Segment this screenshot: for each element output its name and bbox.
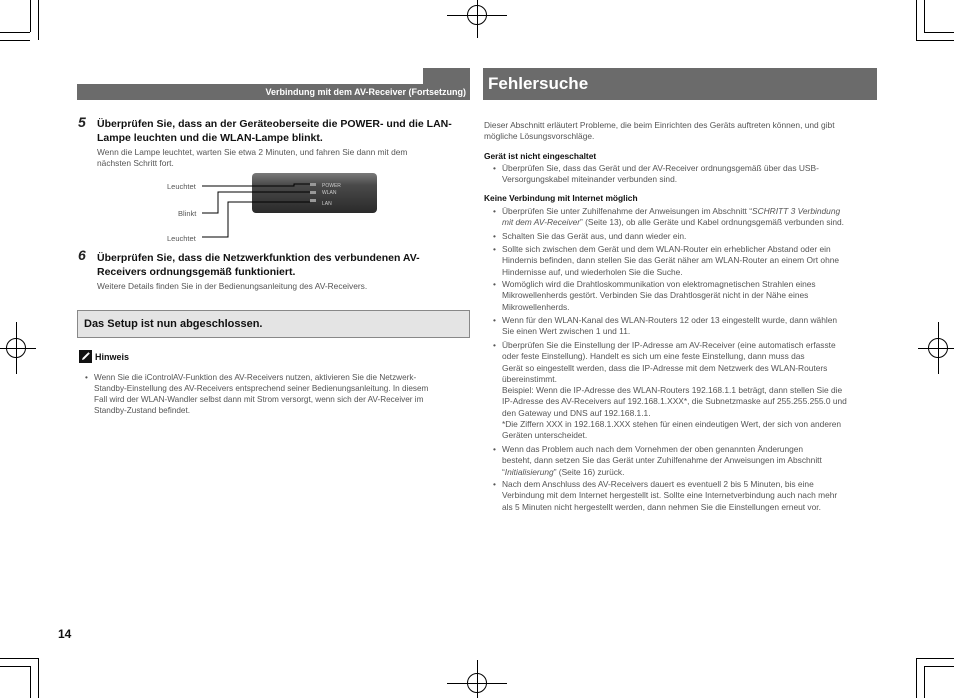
setup-complete-box: Das Setup ist nun abgeschlossen. [77,310,470,338]
list-item: • Womöglich wird die Drahtloskommunikation von elektromagnetischen Strahlen eines Mikrowellenherds gestört. Verbinden Sie das Drahtlosgerät nicht in der Nähe eines Mikrowellenherds. [493,279,816,312]
step-title: Überprüfen Sie, dass die Netzwerkfunktion des verbundenen AV- Receivers ordnungsgemäß funktioniert. [97,252,420,278]
lamp-label: Blinkt [178,209,197,218]
step-title: Überprüfen Sie, dass an der Geräteoberseite die POWER- und die LAN- Lampe leuchten und die WLAN-Lampe blinkt. [97,118,452,144]
step-number: 5 [78,114,86,130]
note-title: Hinweis [95,352,130,362]
lamp-power-label: POWER [322,183,341,189]
header-tab [423,68,470,84]
list-item: • Schalten Sie das Gerät aus, und dann wieder ein. [493,231,687,241]
list-item: • Sollte sich zwischen dem Gerät und dem WLAN-Router ein erheblicher Abstand oder ein Hindernis befinden, dann stellen Sie das Gerät näher am WLAN-Router an einem Ort ohne Hindernisse auf, und wiederholen Sie die Suche. [493,244,840,277]
note-bullet-dot: • [85,373,88,382]
step-description: Wenn die Lampe leuchtet, warten Sie etwa 2 Minuten, und fahren Sie dann mit dem nächsten Schritt fort. [97,147,408,168]
list-item: • Überprüfen Sie die Einstellung der IP-Adresse am AV-Receiver (eine automatisch erfasste oder feste Einstellung). Handelt es sich um eine feste Einstellung, dann muss das Gerät so eingestellt werden, dass die IP-Adresse mit dem Netzwerk des WLAN-Routers übereinstimmt. Beispiel: Wenn die IP-Adresse des WLAN-Routers 192.168.1.1 beträgt, dann stellen Sie die IP-Adresse des AV-Receivers auf 192.168.1.XXX*, die Subnetzmaske auf 255.255.255.0 und den Gateway und DNS auf 192.168.1.1. *Die Ziffern XXX in 192.168.1.XXX stehen für einen eindeutigen Wert, der sich von anderen Geräten unterscheidet. [493,340,847,441]
section-heading: Gerät ist nicht eingeschaltet [484,151,597,161]
lamp-label: Leuchtet [167,182,196,191]
list-item: • Wenn das Problem auch nach dem Vornehmen der oben genannten Änderungen besteht, dann setzen Sie das Gerät unter Zuhilfenahme der Anweisungen im Abschnitt “Initialisierung” (Seite 16) zurück. [493,444,822,477]
list-item: • Nach dem Anschluss des AV-Receivers dauert es eventuell 2 bis 5 Minuten, bis eine Verbindung mit dem Internet hergestellt ist. Sollte eine Internetverbindung auch nach mehr als 5 Minuten nicht hergestellt werden, dann nehmen Sie die Einstellungen erneut vor. [493,479,838,512]
list-item: • Überprüfen Sie unter Zuhilfenahme der Anweisungen im Abschnitt “SCHRITT 3 Verbindung mit dem AV-Receiver” (Seite 13), ob alle Geräte und Kabel ordnungsgemäß verbunden sind. [493,206,845,228]
step-description: Weitere Details finden Sie in der Bedienungsanleitung des AV-Receivers. [97,281,368,291]
list-item: • Wenn für den WLAN-Kanal des WLAN-Routers 12 oder 13 eingestellt wurde, dann wählen Sie einen Wert zwischen 1 und 11. [493,315,838,337]
lamp-lan-label: LAN [322,201,332,207]
intro-text: Dieser Abschnitt erläutert Probleme, die beim Einrichten des Geräts auftreten können, und gibt mögliche Lösungsvorschläge. [484,120,835,142]
section-heading: Keine Verbindung mit Internet möglich [484,193,638,203]
lamp-label: Leuchtet [167,234,196,243]
note-text: Wenn Sie die iControlAV-Funktion des AV-Receivers nutzen, aktivieren Sie die Netzwerk- Standby-Einstellung des AV-Receivers entsprechend seiner Bedienungsanleitung. In diesem Fall wird der WLAN-Wandler selbst dann mit Strom versorgt, wenn sich der AV-Receiver im Standby-Zustand befindet. [94,373,429,415]
lamp-diagram-illustration [200,170,380,245]
step-number: 6 [78,247,86,263]
list-item: • Überprüfen Sie, dass das Gerät und der AV-Receiver ordnungsgemäß über das USB- Versorgungskabel miteinander verbunden sind. [493,163,819,185]
page-number: 14 [58,627,72,641]
note-icon [79,350,92,363]
section-header: Verbindung mit dem AV-Receiver (Fortsetzung) [77,84,470,100]
page-title: Fehlersuche [483,68,877,100]
lamp-wlan-label: WLAN [322,190,337,196]
